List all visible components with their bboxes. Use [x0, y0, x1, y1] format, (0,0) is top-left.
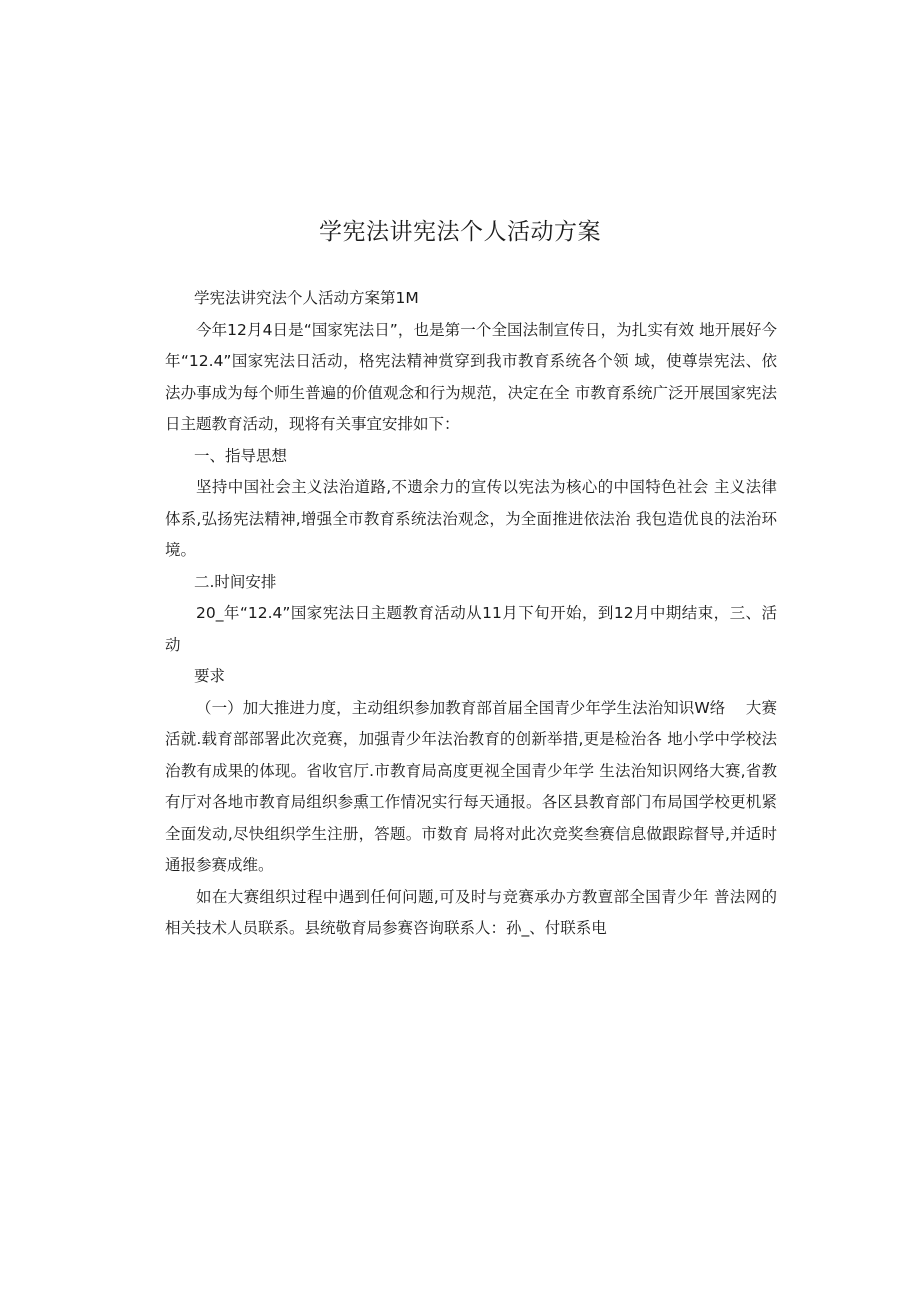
document-title: 学宪法讲宪法个人活动方案 [319, 219, 601, 245]
heading-line: 学宪法讲究法个人活动方案第1M [194, 289, 419, 307]
section-heading-schedule: 二.时间安排 [194, 572, 277, 591]
intro-paragraph: 今年12月4日是“国家宪法日”，也是第一个全国法制宣传日，为扎实有效 地开展好今年“12.4”国家宪法日活动，格宪法精神赏穿到我市教育系统各个领 域，使尊崇宪法、依法办事成为每个师生普遍的价值观念和行为规范，决定在全 市教育系统广泛开展国家宪法日主题教育活动，现将有关事宜安排如下： [165, 320, 777, 433]
section-paragraph-schedule: 20_年“12.4”国家宪法日主题教育活动从11月下旬开始，到12月中期结束，三、活动 [165, 604, 777, 654]
requirement-item-1: （一）加大推进力度，主动组织参加教育部首届全国青少年学生法治知识W络 大赛活就.载育部部署此次竞赛，加强青少年法治教育的创新举措,更是检治各 地小学中学校法治教有成果的体现。省收官厅.市教育局高度更视全国青少年学 生法治知识网络大赛,省教有厅对各地市教育局组织参熏工作情况实行每天通报。各区县教育部门布局国学校更机紧全面发动,尽快组织学生注册，答题。市数育 局将对此次竞奖叁赛信息做跟踪督导,并适时通报参赛成维。 [165, 698, 777, 874]
section-paragraph-guiding-thought: 坚持中国社会主义法治道路,不遗余力的宣传以宪法为核心的中国特色社会 主义法律体系,弘扬宪法精神,增强全市教育系统法治观念，为全面推进依法治 我包造优良的法治环境。 [165, 478, 777, 559]
section-heading-requirements: 要求 [194, 667, 226, 685]
document-body [165, 283, 777, 945]
requirement-item-contact: 如在大赛组织过程中遇到任何问题,可及时与竞赛承办方教亶部全国青少年 普法网的相关技术人员联系。县统敬育局参赛咨询联系人：孙_、付联系电 [165, 887, 777, 937]
section-heading-guiding-thought: 一、指导思想 [194, 446, 288, 465]
